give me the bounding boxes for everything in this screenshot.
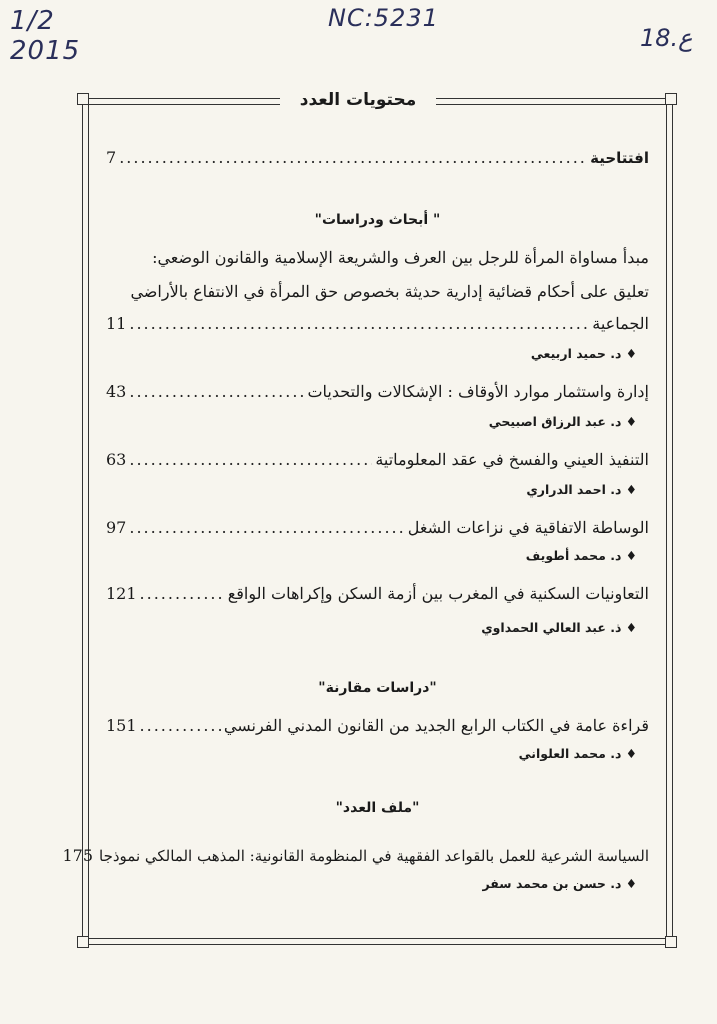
toc-entry-title: إدارة واستثمار موارد الأوقاف : الإشكالات والتحديات [307, 382, 649, 401]
handwritten-annotation-top-left: 1/2 2015 [10, 6, 81, 66]
page-title: محتويات العدد [280, 86, 436, 114]
toc-author: ♦ د. محمد العلواني [518, 746, 637, 761]
toc-page-number: 121 [106, 584, 137, 603]
toc-author: ♦ د. احمد الدراري [526, 482, 637, 497]
toc-entry-title: التعاونيات السكنية في المغرب بين أزمة السكن وإكراهات الواقع [227, 584, 649, 603]
leader-dots [140, 714, 221, 738]
leader-dots [119, 146, 587, 170]
handwritten-annotation-top-center: NC:5231 [328, 4, 439, 32]
toc-author: ♦ د. حسن بن محمد سفر [482, 876, 637, 891]
toc-page-number: 175 [62, 846, 93, 865]
toc-author: ♦ د. محمد أطويف [525, 548, 637, 563]
toc-page-number: 7 [106, 148, 117, 167]
toc-entry-5[interactable] [106, 582, 649, 606]
toc-page-number: 63 [106, 450, 127, 469]
leader-dots [129, 312, 589, 336]
section-heading-file: "ملف العدد" [335, 800, 420, 816]
toc-author: ♦ د. حميد اربيعي [530, 346, 637, 361]
toc-entry-line: تعليق على أحكام قضائية إدارية حديثة بخصوص حق المرأة في الانتفاع بالأراضي [130, 282, 649, 301]
toc-entry-4[interactable] [106, 516, 649, 540]
toc-author: ♦ د. عبد الرزاق اصبيحي [488, 414, 637, 429]
toc-page-number: 11 [106, 314, 127, 333]
leader-dots [140, 582, 225, 606]
frame-corner [77, 93, 89, 105]
frame-corner [77, 936, 89, 948]
leader-dots [129, 448, 372, 472]
toc-entry-title: التنفيذ العيني والفسخ في عقد المعلوماتية [375, 450, 649, 469]
toc-entry-3[interactable] [106, 448, 649, 472]
toc-entry-title: قراءة عامة في الكتاب الرابع الجديد من القانون المدني الفرنسي [223, 716, 649, 735]
toc-entry-line: مبدأ مساواة المرأة للرجل بين العرف والشريعة الإسلامية والقانون الوضعي: [152, 248, 649, 267]
handwritten-annotation-top-right: 18.ع [640, 24, 693, 52]
section-heading-research: " أبحاث ودراسات" [314, 212, 441, 228]
toc-page-number: 151 [106, 716, 137, 735]
toc-entry-title: السياسة الشرعية للعمل بالقواعد الفقهية في المنظومة القانونية: المذهب المالكي نموذجا [99, 847, 649, 865]
toc-entry-editorial[interactable] [106, 146, 649, 170]
toc-author: ♦ ذ. عبد العالي الحمداوي [481, 620, 637, 635]
toc-entry-1[interactable] [106, 312, 649, 336]
section-heading-comparative: "دراسات مقارنة" [318, 680, 437, 696]
frame-corner [665, 936, 677, 948]
leader-dots [129, 380, 304, 404]
toc-page-number: 43 [106, 382, 127, 401]
toc-entry-6[interactable] [106, 714, 649, 738]
toc-entry-title: افتتاحية [590, 149, 649, 167]
leader-dots [129, 516, 404, 540]
toc-entry-2[interactable] [106, 380, 649, 404]
toc-entry-title: الوساطة الاتفاقية في نزاعات الشغل [407, 518, 649, 537]
frame-corner [665, 93, 677, 105]
toc-page-number: 97 [106, 518, 127, 537]
toc-entry-7[interactable] [62, 844, 649, 868]
toc-entry-title: الجماعية [592, 314, 649, 333]
